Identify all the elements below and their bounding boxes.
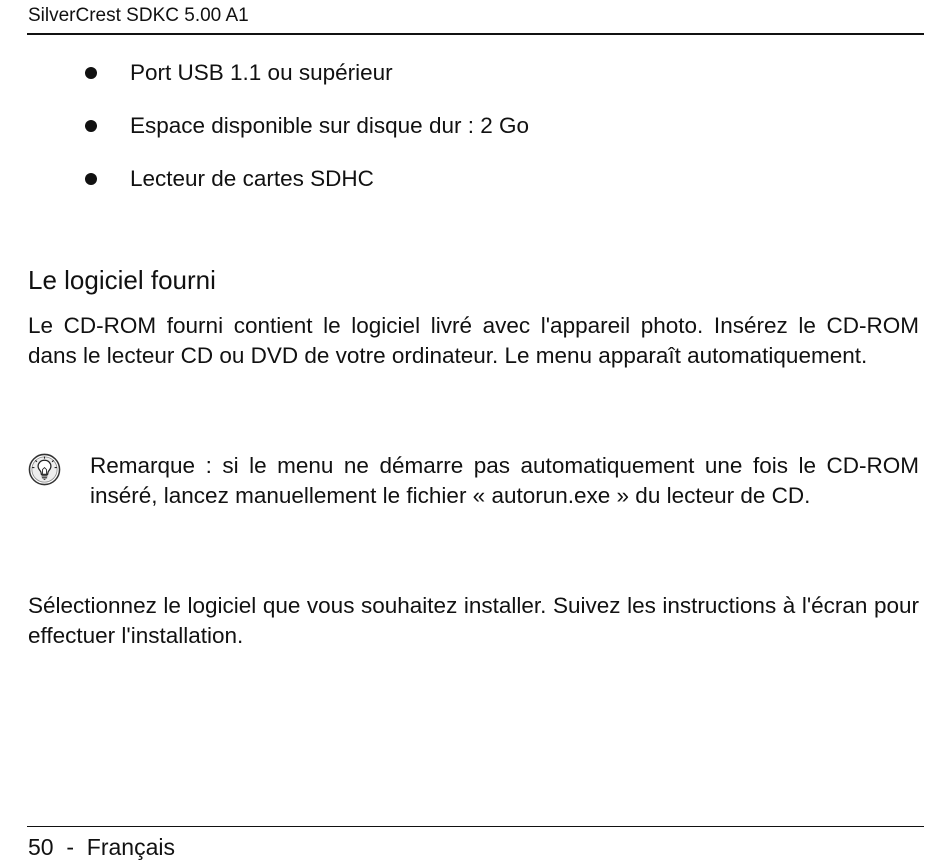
instructions-paragraph: Sélectionnez le logiciel que vous souhaitez installer. Suivez les instructions à l'écran pour effectuer l'installation.: [28, 593, 919, 648]
list-item-label: Lecteur de cartes SDHC: [130, 166, 374, 191]
document-header-title: SilverCrest SDKC 5.00 A1: [28, 5, 249, 26]
section-heading: Le logiciel fourni: [28, 265, 216, 295]
lightbulb-icon: [28, 453, 61, 486]
bullet-icon: [85, 173, 97, 185]
list-item-label: Port USB 1.1 ou supérieur: [130, 60, 393, 85]
intro-paragraph: Le CD-ROM fourni contient le logiciel livré avec l'appareil photo. Insérez le CD-ROM dans le lecteur CD ou DVD de votre ordinateur. Le menu apparaît automatiquement.: [28, 313, 919, 368]
bullet-icon: [85, 120, 97, 132]
footer-divider: [27, 826, 924, 827]
list-item-label: Espace disponible sur disque dur : 2 Go: [130, 113, 529, 138]
bullet-icon: [85, 67, 97, 79]
header-divider: [27, 33, 924, 35]
note-text: Remarque : si le menu ne démarre pas automatiquement une fois le CD-ROM inséré, lancez manuellement le fichier « autorun.exe » du lecteur de CD.: [90, 453, 919, 508]
page-number-label: 50 - Français: [28, 834, 175, 860]
